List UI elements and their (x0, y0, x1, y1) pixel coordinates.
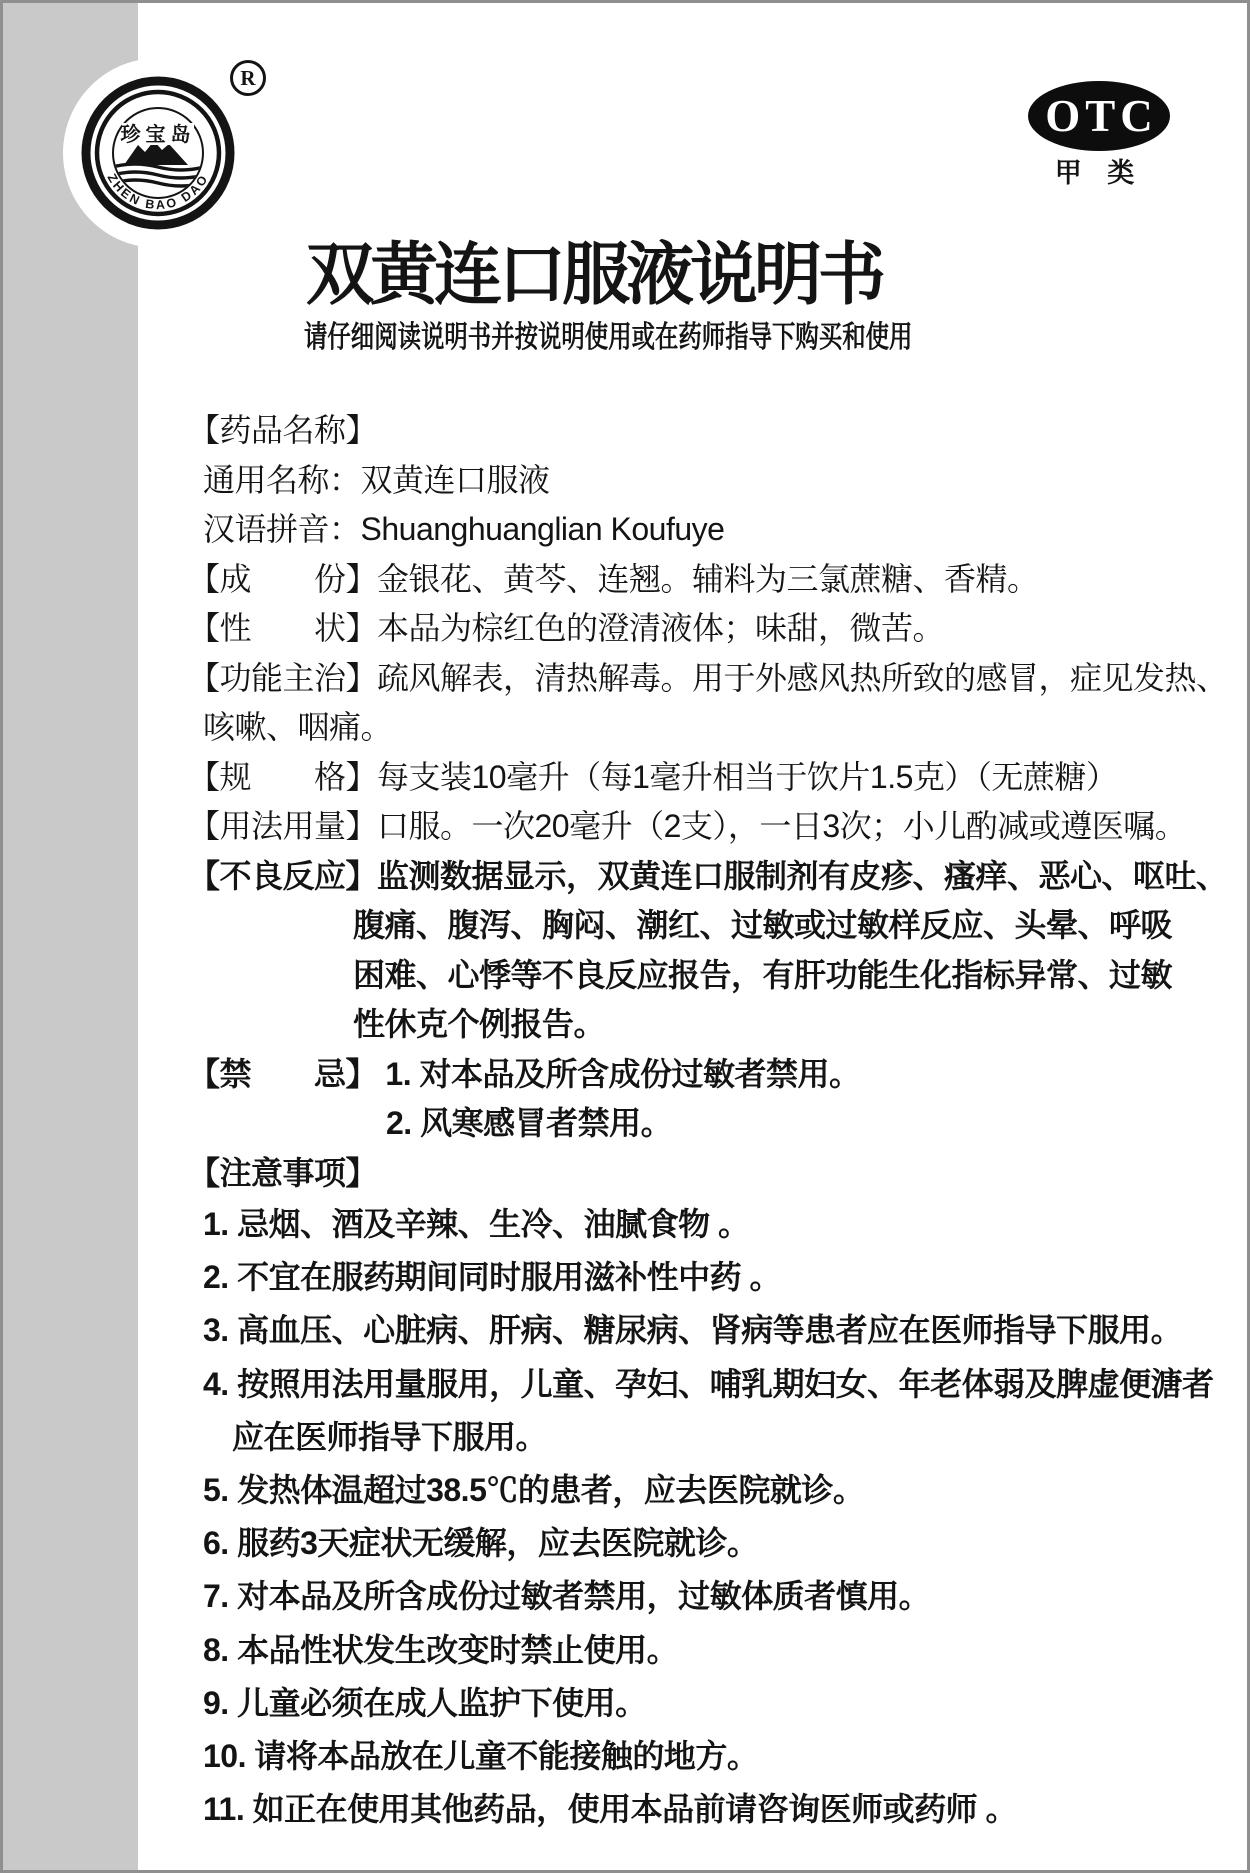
body-line: 5. 发热体温超过38.5℃的患者，应去医院就诊。 (203, 1471, 865, 1508)
brand-logo (78, 73, 238, 233)
page-subtitle: 请仔细阅读说明书并按说明使用或在药师指导下购买和使用 (304, 321, 913, 354)
body-line: 7. 对本品及所含成份过敏者禁用，过敏体质者慎用。 (203, 1578, 931, 1615)
registered-trademark-icon (230, 60, 266, 96)
body-line: 【注意事项】 (188, 1154, 378, 1191)
body-line: 1. 忌烟、酒及辛辣、生冷、油腻食物 。 (203, 1206, 750, 1242)
body-line: 9. 儿童必须在成人监护下使用。 (203, 1684, 647, 1721)
body-line: 通用名称：双黄连口服液 (203, 461, 550, 498)
body-line: 咳嗽、咽痛。 (203, 709, 393, 745)
body-line: 10. 请将本品放在儿童不能接触的地方。 (203, 1737, 759, 1774)
body-line: 【用法用量】口服。一次20毫升（2支），一日3次；小儿酌减或遵医嘱。 (188, 808, 1187, 844)
body-line: 汉语拼音：Shuanghuanglian Koufuye (203, 511, 725, 547)
logo-brand-name: 珍宝岛 (120, 124, 196, 146)
body-line: 性休克个例报告。 (353, 1006, 606, 1042)
body-line: 6. 服药3天症状无缓解，应去医院就诊。 (203, 1525, 759, 1562)
page-title: 双黄连口服液说明书 (306, 237, 883, 313)
body-line: 【性 状】本品为棕红色的澄清液体；味甜，微苦。 (188, 610, 945, 646)
body-line: 【禁 忌】 1. 对本品及所含成份过敏者禁用。 (188, 1055, 861, 1092)
body-line: 8. 本品性状发生改变时禁止使用。 (203, 1631, 679, 1668)
body-line: 2. 风寒感冒者禁用。 (386, 1105, 673, 1141)
logo-mountain-waves-icon (112, 141, 204, 186)
body-line: 【药品名称】 (188, 412, 378, 448)
body-line: 11. 如正在使用其他药品，使用本品前请咨询医师或药师 。 (203, 1791, 1018, 1828)
otc-category-label: 甲 类 (1054, 158, 1144, 188)
body-line: 2. 不宜在服药期间同时服用滋补性中药 。 (203, 1259, 781, 1296)
logo-arc-text: ZHEN BAO DAO (104, 171, 212, 213)
body-line: 【功能主治】疏风解表，清热解毒。用于外感风热所致的感冒，症见发热、 (188, 659, 1228, 696)
body-line: 困难、心悸等不良反应报告，有肝功能生化指标异常、过敏 (353, 956, 1173, 993)
body-line: 【成 份】金银花、黄芩、连翘。辅料为三氯蔗糖、香精。 (188, 560, 1039, 597)
left-gray-sidebar (3, 3, 138, 1870)
body-line: 应在医师指导下服用。 (232, 1418, 548, 1455)
otc-badge (1028, 81, 1170, 151)
body-line: 3. 高血压、心脏病、肝病、糖尿病、肾病等患者应在医师指导下服用。 (203, 1312, 1183, 1349)
body-line: 【不良反应】监测数据显示，双黄连口服制剂有皮疹、瘙痒、恶心、呕吐、 (188, 857, 1228, 894)
registered-letter: R (240, 65, 256, 90)
body-line: 腹痛、腹泻、胸闷、潮红、过敏或过敏样反应、头晕、呼吸 (353, 907, 1173, 943)
body-line: 4. 按照用法用量服用，儿童、孕妇、哺乳期妇女、年老体弱及脾虚便溏者 (203, 1365, 1214, 1402)
body-text (188, 406, 1247, 1836)
body-line: 【规 格】每支装10毫升（每1毫升相当于饮片1.5克）（无蔗糖） (188, 758, 1118, 795)
otc-label: OTC (1045, 91, 1158, 141)
